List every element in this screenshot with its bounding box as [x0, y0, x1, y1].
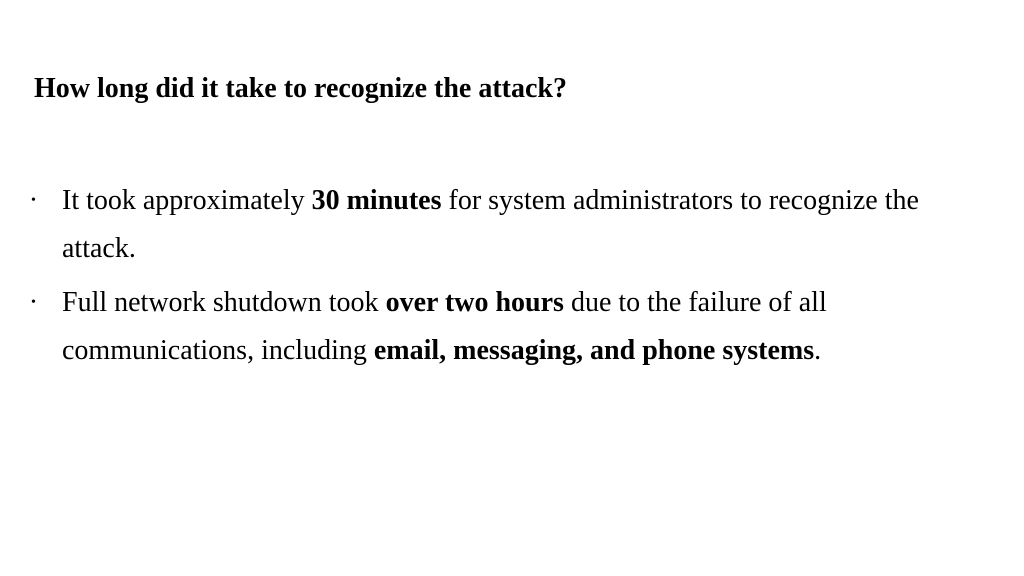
bullet-text: It took approximately [62, 185, 312, 216]
bullet-dot-icon: • [31, 295, 36, 310]
bullet-text: Full network shutdown took [62, 287, 386, 318]
bullet-item-network-shutdown [0, 279, 1024, 375]
slide-heading: How long did it take to recognize the attack? [34, 73, 567, 104]
bullet-list [0, 177, 1024, 381]
bullet-emphasis: over two hours [385, 287, 564, 318]
bullet-text: for system administrators to recognize the attack. [62, 185, 919, 264]
bullet-text: . [814, 335, 822, 366]
bullet-emphasis: 30 minutes [311, 185, 442, 216]
bullet-text: due to the failure of all communications, including [62, 287, 827, 366]
bullet-dot-icon: • [31, 193, 36, 208]
bullet-item-recognition-time [0, 177, 1024, 273]
bullet-emphasis: email, messaging, and phone systems [373, 335, 815, 366]
